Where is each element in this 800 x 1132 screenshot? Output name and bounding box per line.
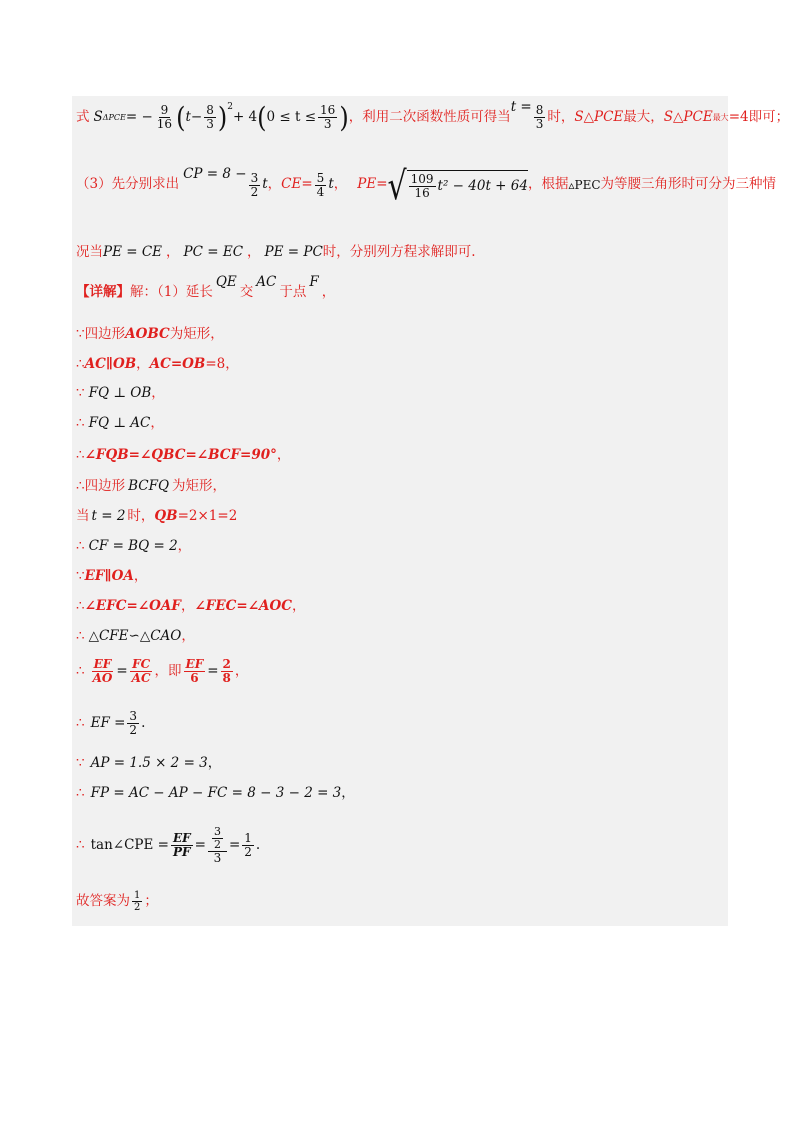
line-step3-lengths: （3）先分别求出 CP = 8 − $\frac{3}{2}$ t ， CE = $\frac{5}{4}$ t ， PE = √ $\frac{109}{16}$ t² − 40t + 64 ，根据 ▵PEC 为等腰三角形时可分为三种情 [76,164,777,210]
line-detail-start: 【详解】 解：（1）延长 QE 交 AC 于点 F ， [76,274,336,300]
step-row: ∴ FQ ⊥ AC ， [76,415,164,431]
answer-row: 故答案为 $\frac{1}{2}$ ； [76,890,158,913]
step-row: ∴ ∠EFC=∠OAF ， ∠FEC=∠AOC ， [76,598,306,614]
step-row: ∴ 四边形 BCFQ 为矩形， [76,478,227,494]
step-row: ∴ AC∥OB ， AC=OB =8， [76,356,239,372]
tan-row: ∴ tan∠CPE = $\frac{EF}{PF}$ = $\frac{\frac{3}{2}}{3}$ = $\frac{1}{2}$ . [76,825,261,866]
ratio-row: ∴ $\frac{EF}{AO}$ = $\frac{FC}{AC}$ ，即 $\frac{EF}{6}$ = $\frac{2}{8}$ ， [76,657,249,686]
ef-row: ∴ EF = $\frac{3}{2}$ . [76,709,146,738]
step-row: ∵ FQ ⊥ OB ， [76,385,165,401]
line-three-cases: 况当 PE = CE ， PC = EC ， PE = PC 时，分别列方程求解即可. [76,244,476,260]
ap-row: ∵ AP = 1.5 × 2 = 3 ， [76,755,222,771]
step-row: 当 t = 2 时， QB =2×1=2 [76,508,238,524]
step-row: ∴ △CFE∽△CAO ， [76,628,195,644]
fp-row: ∴ FP = AC − AP − FC = 8 − 3 − 2 = 3 ， [76,785,355,801]
step-row: ∵ 四边形 AOBC 为矩形， [76,326,224,342]
sqrt-expression: √ $\frac{109}{16}$ t² − 40t + 64 [387,164,528,210]
line-s-pce-formula: 式 S ΔPCE = − $\frac{9}{16}$ ( t − $\frac{8}{3}$ ) $^2$ + 4 ( 0 ≤ t ≤ $\frac{16}{3}$ ) ，利用二次函数性质可得当 t = $\frac{8}{3}$ 时， S△PCE 最大， S△PCE 最大 =4即可； [76,98,790,134]
step-row: ∵ EF∥OA ， [76,568,148,584]
step-row: ∴ ∠FQB=∠QBC=∠BCF=90° ， [76,447,291,463]
step-row: ∴ CF = BQ = 2 ， [76,538,192,554]
